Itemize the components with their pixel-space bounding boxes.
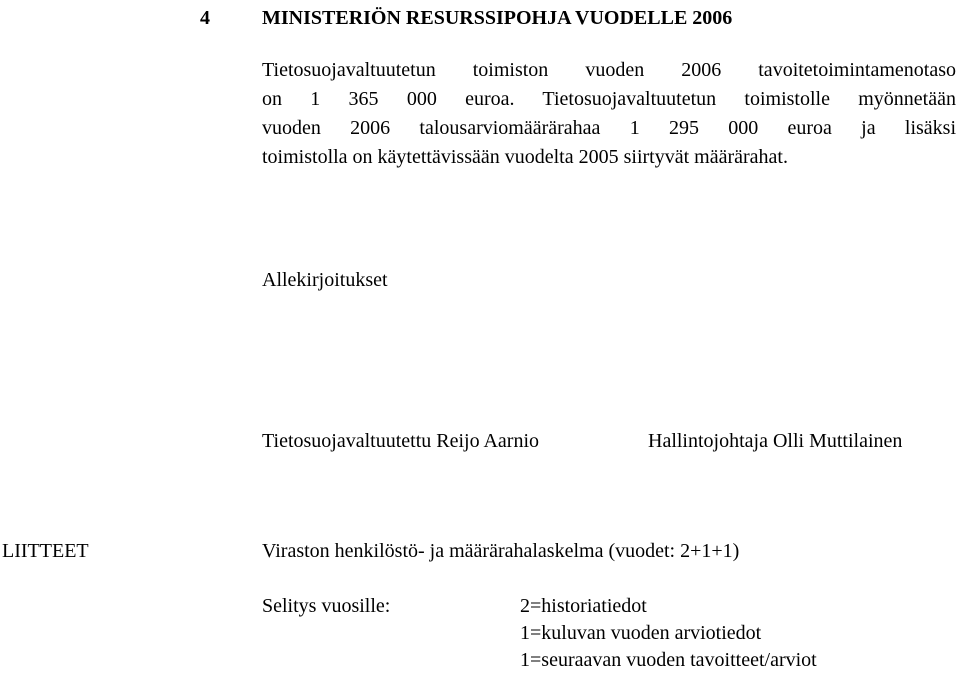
attachment-item: Viraston henkilöstö- ja määrärahalaskelma (vuodet: 2+1+1) xyxy=(262,540,740,562)
paragraph-line: toimistolla on käytettävissään vuodelta 2005 siirtyvät määrärahat. xyxy=(262,146,788,168)
body-paragraph xyxy=(262,56,956,172)
section-title: MINISTERIÖN RESURSSIPOHJA VUODELLE 2006 xyxy=(262,7,733,29)
legend-item: 2=historiatiedot xyxy=(520,595,647,617)
paragraph-line: Tietosuojavaltuutetun toimiston vuoden 2006 tavoitetoimintamenotaso xyxy=(262,59,956,81)
signatures-heading: Allekirjoitukset xyxy=(262,269,388,291)
paragraph-line: vuoden 2006 talousarviomäärärahaa 1 295 000 euroa ja lisäksi xyxy=(262,117,956,139)
legend-item: 1=seuraavan vuoden tavoitteet/arviot xyxy=(520,649,817,671)
legend-label: Selitys vuosille: xyxy=(262,595,391,617)
attachments-label: LIITTEET xyxy=(2,540,89,562)
paragraph-line: on 1 365 000 euroa. Tietosuojavaltuutetun toimistolle myönnetään xyxy=(262,88,956,110)
signer-left: Tietosuojavaltuutettu Reijo Aarnio xyxy=(262,430,540,452)
legend-item: 1=kuluvan vuoden arviotiedot xyxy=(520,622,762,644)
section-number: 4 xyxy=(200,7,210,29)
signer-right: Hallintojohtaja Olli Muttilainen xyxy=(648,430,903,452)
